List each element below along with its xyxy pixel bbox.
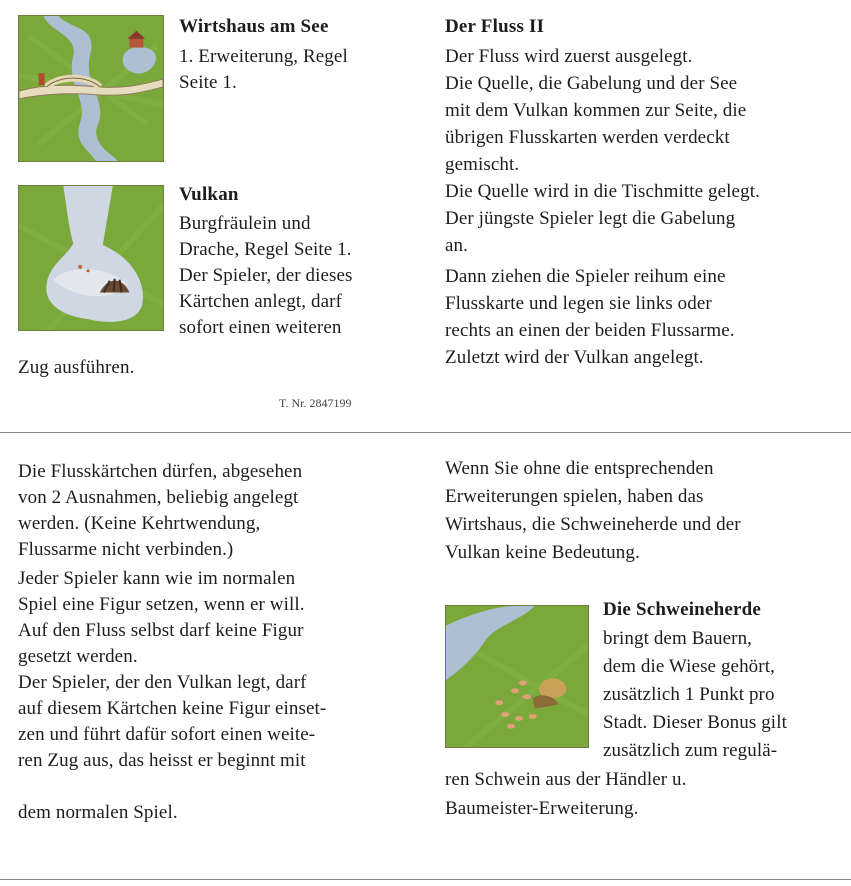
erweiterungen-text-line: Wenn Sie ohne die entsprechenden <box>445 458 714 479</box>
wirtshaus-tile-image <box>18 15 164 162</box>
fluss-text-line: Der Fluss wird zuerst ausgelegt. <box>445 46 693 67</box>
wirtshaus-text-line: Seite 1. <box>179 72 237 93</box>
vulkan-text-line: Drache, Regel Seite 1. <box>179 239 352 260</box>
vulkan-tile-illustration <box>19 186 163 330</box>
wirtshaus-tile-illustration <box>19 16 163 161</box>
regeln-text-line: Auf den Fluss selbst darf keine Figur <box>18 620 304 641</box>
vulkan-text-line: Burgfräulein und <box>179 213 311 234</box>
schweineherde-text-line: zusätzlich 1 Punkt pro <box>603 684 775 705</box>
fluss-text-line: Der jüngste Spieler legt die Gabelung <box>445 208 736 229</box>
erweiterungen-text-line: Wirtshaus, die Schweineherde und der <box>445 514 741 535</box>
item-number: T. Nr. 2847199 <box>279 396 352 410</box>
fluss-text-line: Flusskarte und legen sie links oder <box>445 293 712 314</box>
regeln-text-line: Jeder Spieler kann wie im normalen <box>18 568 296 589</box>
fluss-text-line: mit dem Vulkan kommen zur Seite, die <box>445 100 747 121</box>
vulkan-text-line: Der Spieler, der dieses <box>179 265 353 286</box>
fluss-text-line: übrigen Flusskarten werden verdeckt <box>445 127 730 148</box>
section-divider <box>0 432 851 433</box>
schweineherde-text-line: ren Schwein aus der Händler u. <box>445 769 687 790</box>
wirtshaus-title: Wirtshaus am See <box>179 16 329 37</box>
regeln-text-line: werden. (Keine Kehrtwendung, <box>18 513 261 534</box>
wirtshaus-text-line: 1. Erweiterung, Regel <box>179 46 348 67</box>
fluss-text-line: gemischt. <box>445 154 520 175</box>
schweineherde-tile-image <box>445 605 589 748</box>
regeln-text-line: Die Flusskärtchen dürfen, abgesehen <box>18 461 303 482</box>
regeln-text-line: Flussarme nicht verbinden.) <box>18 539 234 560</box>
vulkan-text-last-line: Zug ausführen. <box>18 357 135 378</box>
fluss-text-line: an. <box>445 235 468 256</box>
fluss-text-line: Die Quelle, die Gabelung und der See <box>445 73 738 94</box>
regeln-text-line: zen und führt dafür sofort einen weite- <box>18 724 316 745</box>
schweineherde-text-line: Baumeister-Erweiterung. <box>445 798 639 819</box>
fluss-title: Der Fluss II <box>445 16 545 37</box>
schweineherde-tile-illustration <box>446 606 588 747</box>
vulkan-tile-image <box>18 185 164 331</box>
erweiterungen-text-line: Erweiterungen spielen, haben das <box>445 486 704 507</box>
fluss-text-line: Zuletzt wird der Vulkan angelegt. <box>445 347 704 368</box>
fluss-text-line: Die Quelle wird in die Tischmitte gelegt. <box>445 181 760 202</box>
regeln-text-line: Spiel eine Figur setzen, wenn er will. <box>18 594 305 615</box>
vulkan-title: Vulkan <box>179 184 239 205</box>
vulkan-text-line: sofort einen weiteren <box>179 317 342 338</box>
regeln-text-line: Der Spieler, der den Vulkan legt, darf <box>18 672 307 693</box>
vulkan-text-line: Kärtchen anlegt, darf <box>179 291 342 312</box>
schweineherde-text-line: zusätzlich zum regulä- <box>603 740 778 761</box>
fluss-text-line: rechts an einen der beiden Flussarme. <box>445 320 735 341</box>
schweineherde-text-line: Stadt. Dieser Bonus gilt <box>603 712 787 733</box>
regeln-text-line: dem normalen Spiel. <box>18 802 178 823</box>
schweineherde-title: Die Schweineherde <box>603 599 762 620</box>
regeln-text-line: gesetzt werden. <box>18 646 138 667</box>
erweiterungen-text-line: Vulkan keine Bedeutung. <box>445 542 640 563</box>
regeln-text-line: ren Zug aus, das heisst er beginnt mit <box>18 750 306 771</box>
regeln-text-line: auf diesem Kärtchen keine Figur einset- <box>18 698 327 719</box>
bottom-divider <box>0 879 851 880</box>
schweineherde-text-line: bringt dem Bauern, <box>603 628 753 649</box>
fluss-text-line: Dann ziehen die Spieler reihum eine <box>445 266 726 287</box>
regeln-text-line: von 2 Ausnahmen, beliebig angelegt <box>18 487 299 508</box>
schweineherde-text-line: dem die Wiese gehört, <box>603 656 775 677</box>
